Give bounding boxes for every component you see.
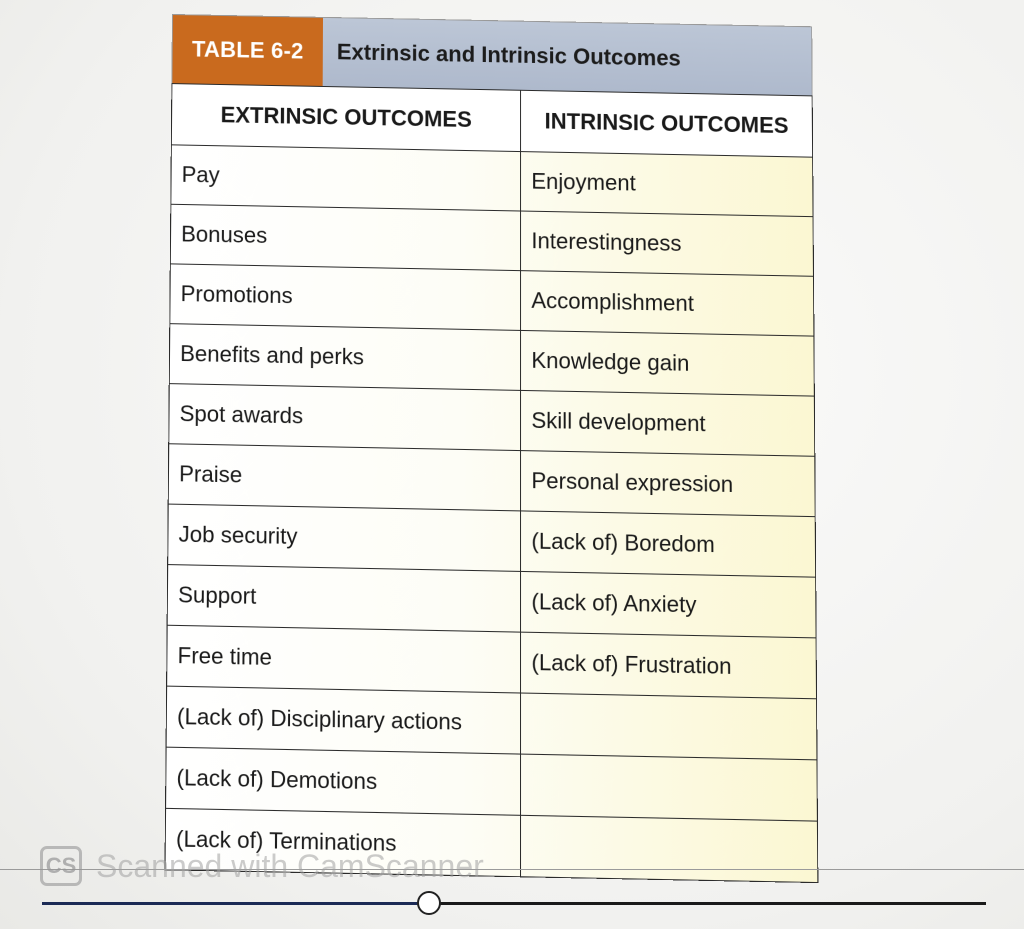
extrinsic-cell: Free time — [167, 625, 521, 693]
extrinsic-cell: Support — [167, 565, 521, 633]
scrubber-fill — [42, 902, 429, 905]
extrinsic-cell: Praise — [168, 444, 521, 511]
intrinsic-cell — [521, 815, 818, 882]
extrinsic-cell: (Lack of) Disciplinary actions — [166, 686, 521, 754]
intrinsic-cell: Interestingness — [521, 211, 814, 276]
intrinsic-cell: Enjoyment — [521, 152, 813, 217]
intrinsic-cell: Personal expression — [521, 451, 815, 517]
extrinsic-cell: Spot awards — [169, 384, 521, 451]
intrinsic-cell: Accomplishment — [521, 271, 814, 336]
intrinsic-cell: (Lack of) Boredom — [521, 511, 816, 577]
column-header-extrinsic: EXTRINSIC OUTCOMES — [171, 84, 520, 152]
column-header-intrinsic: INTRINSIC OUTCOMES — [521, 90, 813, 157]
intrinsic-cell: Skill development — [521, 390, 815, 456]
table-title: Extrinsic and Intrinsic Outcomes — [323, 18, 812, 95]
extrinsic-cell: Job security — [168, 504, 521, 571]
scrubber-thumb[interactable] — [417, 891, 441, 915]
extrinsic-cell: (Lack of) Terminations — [165, 808, 521, 876]
intrinsic-cell: Knowledge gain — [521, 330, 815, 396]
intrinsic-cell: (Lack of) Frustration — [521, 632, 817, 699]
intrinsic-cell — [521, 693, 817, 760]
camscanner-logo-icon: CS — [40, 846, 82, 886]
table-caption — [171, 14, 812, 95]
outcomes-table-figure — [165, 14, 819, 883]
intrinsic-cell: (Lack of) Anxiety — [521, 571, 816, 637]
intrinsic-cell — [521, 754, 818, 821]
outcomes-table — [165, 83, 819, 883]
extrinsic-cell: Promotions — [170, 264, 521, 331]
extrinsic-cell: (Lack of) Demotions — [166, 747, 521, 815]
camscanner-watermark — [40, 846, 484, 886]
extrinsic-cell: Benefits and perks — [169, 324, 521, 391]
watermark-text: Scanned with CamScanner — [96, 847, 484, 884]
extrinsic-cell: Bonuses — [170, 204, 520, 270]
table-number-tag: TABLE 6-2 — [172, 15, 323, 86]
extrinsic-cell: Pay — [171, 145, 521, 211]
